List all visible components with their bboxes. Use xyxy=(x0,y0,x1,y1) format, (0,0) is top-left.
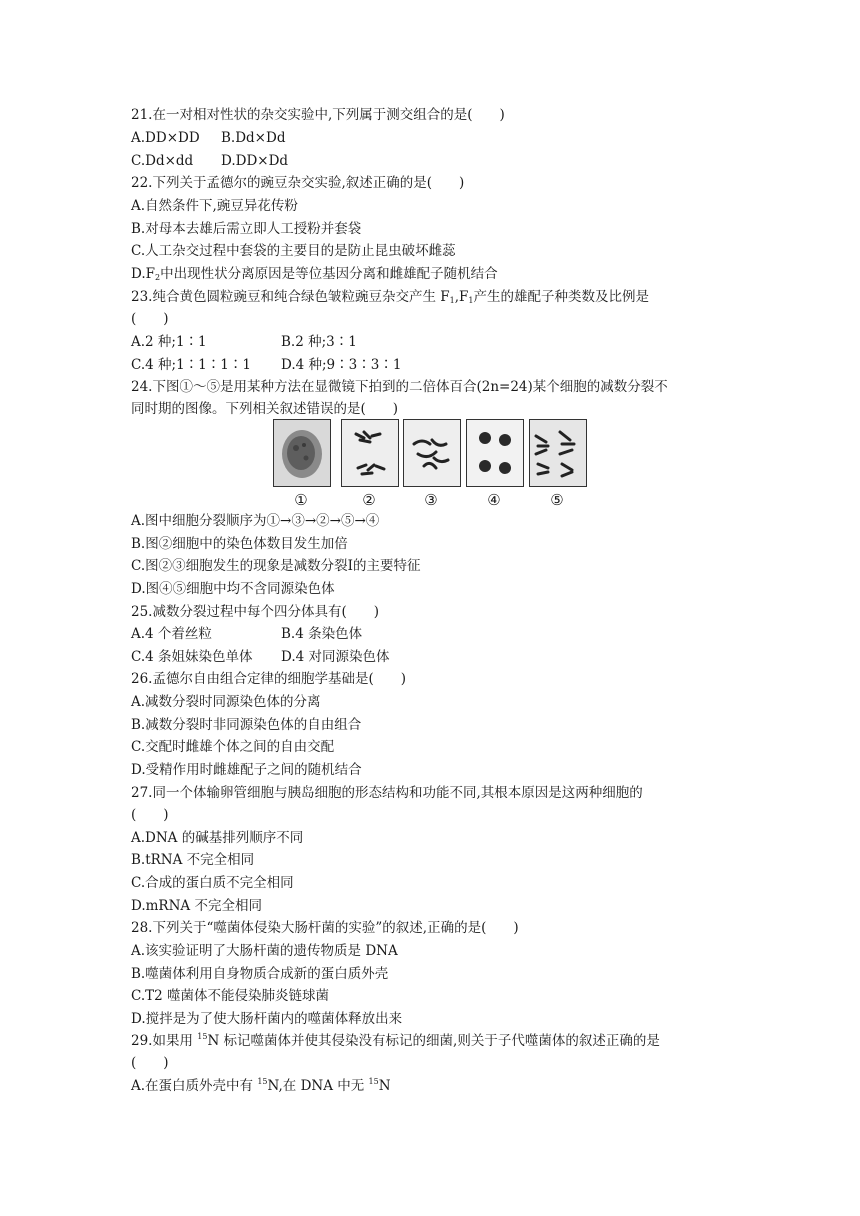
q21-option-b: B.Dd×Dd xyxy=(221,130,286,146)
q22-option-c: C.人工杂交过程中套袋的主要目的是防止昆虫破坏雌蕊 xyxy=(131,243,456,259)
q27-stem: 27.同一个体输卵管细胞与胰岛细胞的形态结构和功能不同,其根本原因是这两种细胞的 xyxy=(131,785,643,801)
micrograph-5 xyxy=(529,419,587,487)
q26-stem: 26.孟德尔自由组合定律的细胞学基础是( ) xyxy=(131,671,407,687)
q24-option-b: B.图②细胞中的染色体数目发生加倍 xyxy=(131,536,348,552)
q24-option-c: C.图②③细胞发生的现象是减数分裂Ⅰ的主要特征 xyxy=(131,558,421,574)
q25-option-b: B.4 条染色体 xyxy=(281,626,363,642)
q27-option-d: D.mRNA 不完全相同 xyxy=(131,898,262,914)
q29-option-a: A.在蛋白质外壳中有 $^{15}$N,在 DNA 中无 $^{15}$N xyxy=(131,1077,391,1094)
q28-option-a: A.该实验证明了大肠杆菌的遗传物质是 DNA xyxy=(131,943,398,959)
q26-option-d: D.受精作用时雌雄配子之间的随机结合 xyxy=(131,762,362,778)
q24-option-d: D.图④⑤细胞中均不含同源染色体 xyxy=(131,581,335,597)
q25-stem: 25.减数分裂过程中每个四分体具有( ) xyxy=(131,604,380,620)
q26-option-b: B.减数分裂时非同源染色体的自由组合 xyxy=(131,717,362,733)
q23-option-c: C.4 种;1∶1∶1∶1 xyxy=(131,357,251,373)
q22-option-d: $D.F_2$中出现性状分离原因是等位基因分离和雌雄配子随机结合 xyxy=(131,266,498,282)
q28-option-d: D.搅拌是为了使大肠杆菌内的噬菌体释放出来 xyxy=(131,1011,403,1027)
q27-paren: ( ) xyxy=(131,807,169,823)
q23-option-d: D.4 种;9∶3∶3∶1 xyxy=(281,357,402,373)
q22-option-b: B.对母本去雄后需立即人工授粉并套袋 xyxy=(131,221,362,237)
q29-paren: ( ) xyxy=(131,1055,169,1071)
q21-option-d: D.DD×Dd xyxy=(221,153,289,169)
q23-option-a: A.2 种;1∶1 xyxy=(131,334,207,350)
label-3: ③ xyxy=(424,491,438,509)
micrograph-4 xyxy=(466,419,524,487)
q26-option-a: A.减数分裂时同源染色体的分离 xyxy=(131,694,321,710)
q25-option-d: D.4 对同源染色体 xyxy=(281,649,390,665)
q25-option-a: A.4 个着丝粒 xyxy=(131,626,212,642)
meiosis-figure xyxy=(273,419,589,511)
micrograph-2 xyxy=(341,419,399,487)
q21-option-c: C.Dd×dd xyxy=(131,153,194,169)
micrograph-3 xyxy=(403,419,461,487)
q28-option-c: C.T2 噬菌体不能侵染肺炎链球菌 xyxy=(131,988,330,1004)
label-5: ⑤ xyxy=(550,491,564,509)
q23-stem: 23.纯合黄色圆粒豌豆和纯合绿色皱粒豌豆杂交产生 $F_1,F_1$产生的雄配子种类数及比例是 xyxy=(131,289,649,305)
q28-option-b: B.噬菌体利用自身物质合成新的蛋白质外壳 xyxy=(131,966,389,982)
q23-option-b: B.2 种;3∶1 xyxy=(281,334,357,350)
q27-option-c: C.合成的蛋白质不完全相同 xyxy=(131,875,294,891)
q22-option-a: A.自然条件下,豌豆异花传粉 xyxy=(131,198,298,214)
label-4: ④ xyxy=(487,491,501,509)
micrograph-1 xyxy=(273,419,331,487)
q29-stem: 29.如果用 $^{15}$N 标记噬菌体并使其侵染没有标记的细菌,则关于子代噬菌体的叙述正确的是 xyxy=(131,1032,660,1049)
q21-stem: 21.在一对相对性状的杂交实验中,下列属于测交组合的是( ) xyxy=(131,107,505,123)
q26-option-c: C.交配时雌雄个体之间的自由交配 xyxy=(131,739,335,755)
q25-option-c: C.4 条姐妹染色单体 xyxy=(131,649,253,665)
q28-stem: 28.下列关于“噬菌体侵染大肠杆菌的实验”的叙述,正确的是( ) xyxy=(131,920,519,936)
q24-stem-line1: 24.下图①～⑤是用某种方法在显微镜下拍到的二倍体百合(2n=24)某个细胞的减数分裂不 xyxy=(131,379,668,395)
label-2: ② xyxy=(362,491,376,509)
q27-option-a: A.DNA 的碱基排列顺序不同 xyxy=(131,830,304,846)
q23-paren: ( ) xyxy=(131,311,169,327)
q21-option-a: A.DD×DD xyxy=(131,130,200,146)
q24-stem-line2: 同时期的图像。下列相关叙述错误的是( ) xyxy=(131,401,399,417)
q27-option-b: B.tRNA 不完全相同 xyxy=(131,852,255,868)
q24-option-a: A.图中细胞分裂顺序为①→③→②→⑤→④ xyxy=(131,513,380,529)
q22-stem: 22.下列关于孟德尔的豌豆杂交实验,叙述正确的是( ) xyxy=(131,175,465,191)
label-1: ① xyxy=(294,491,308,509)
